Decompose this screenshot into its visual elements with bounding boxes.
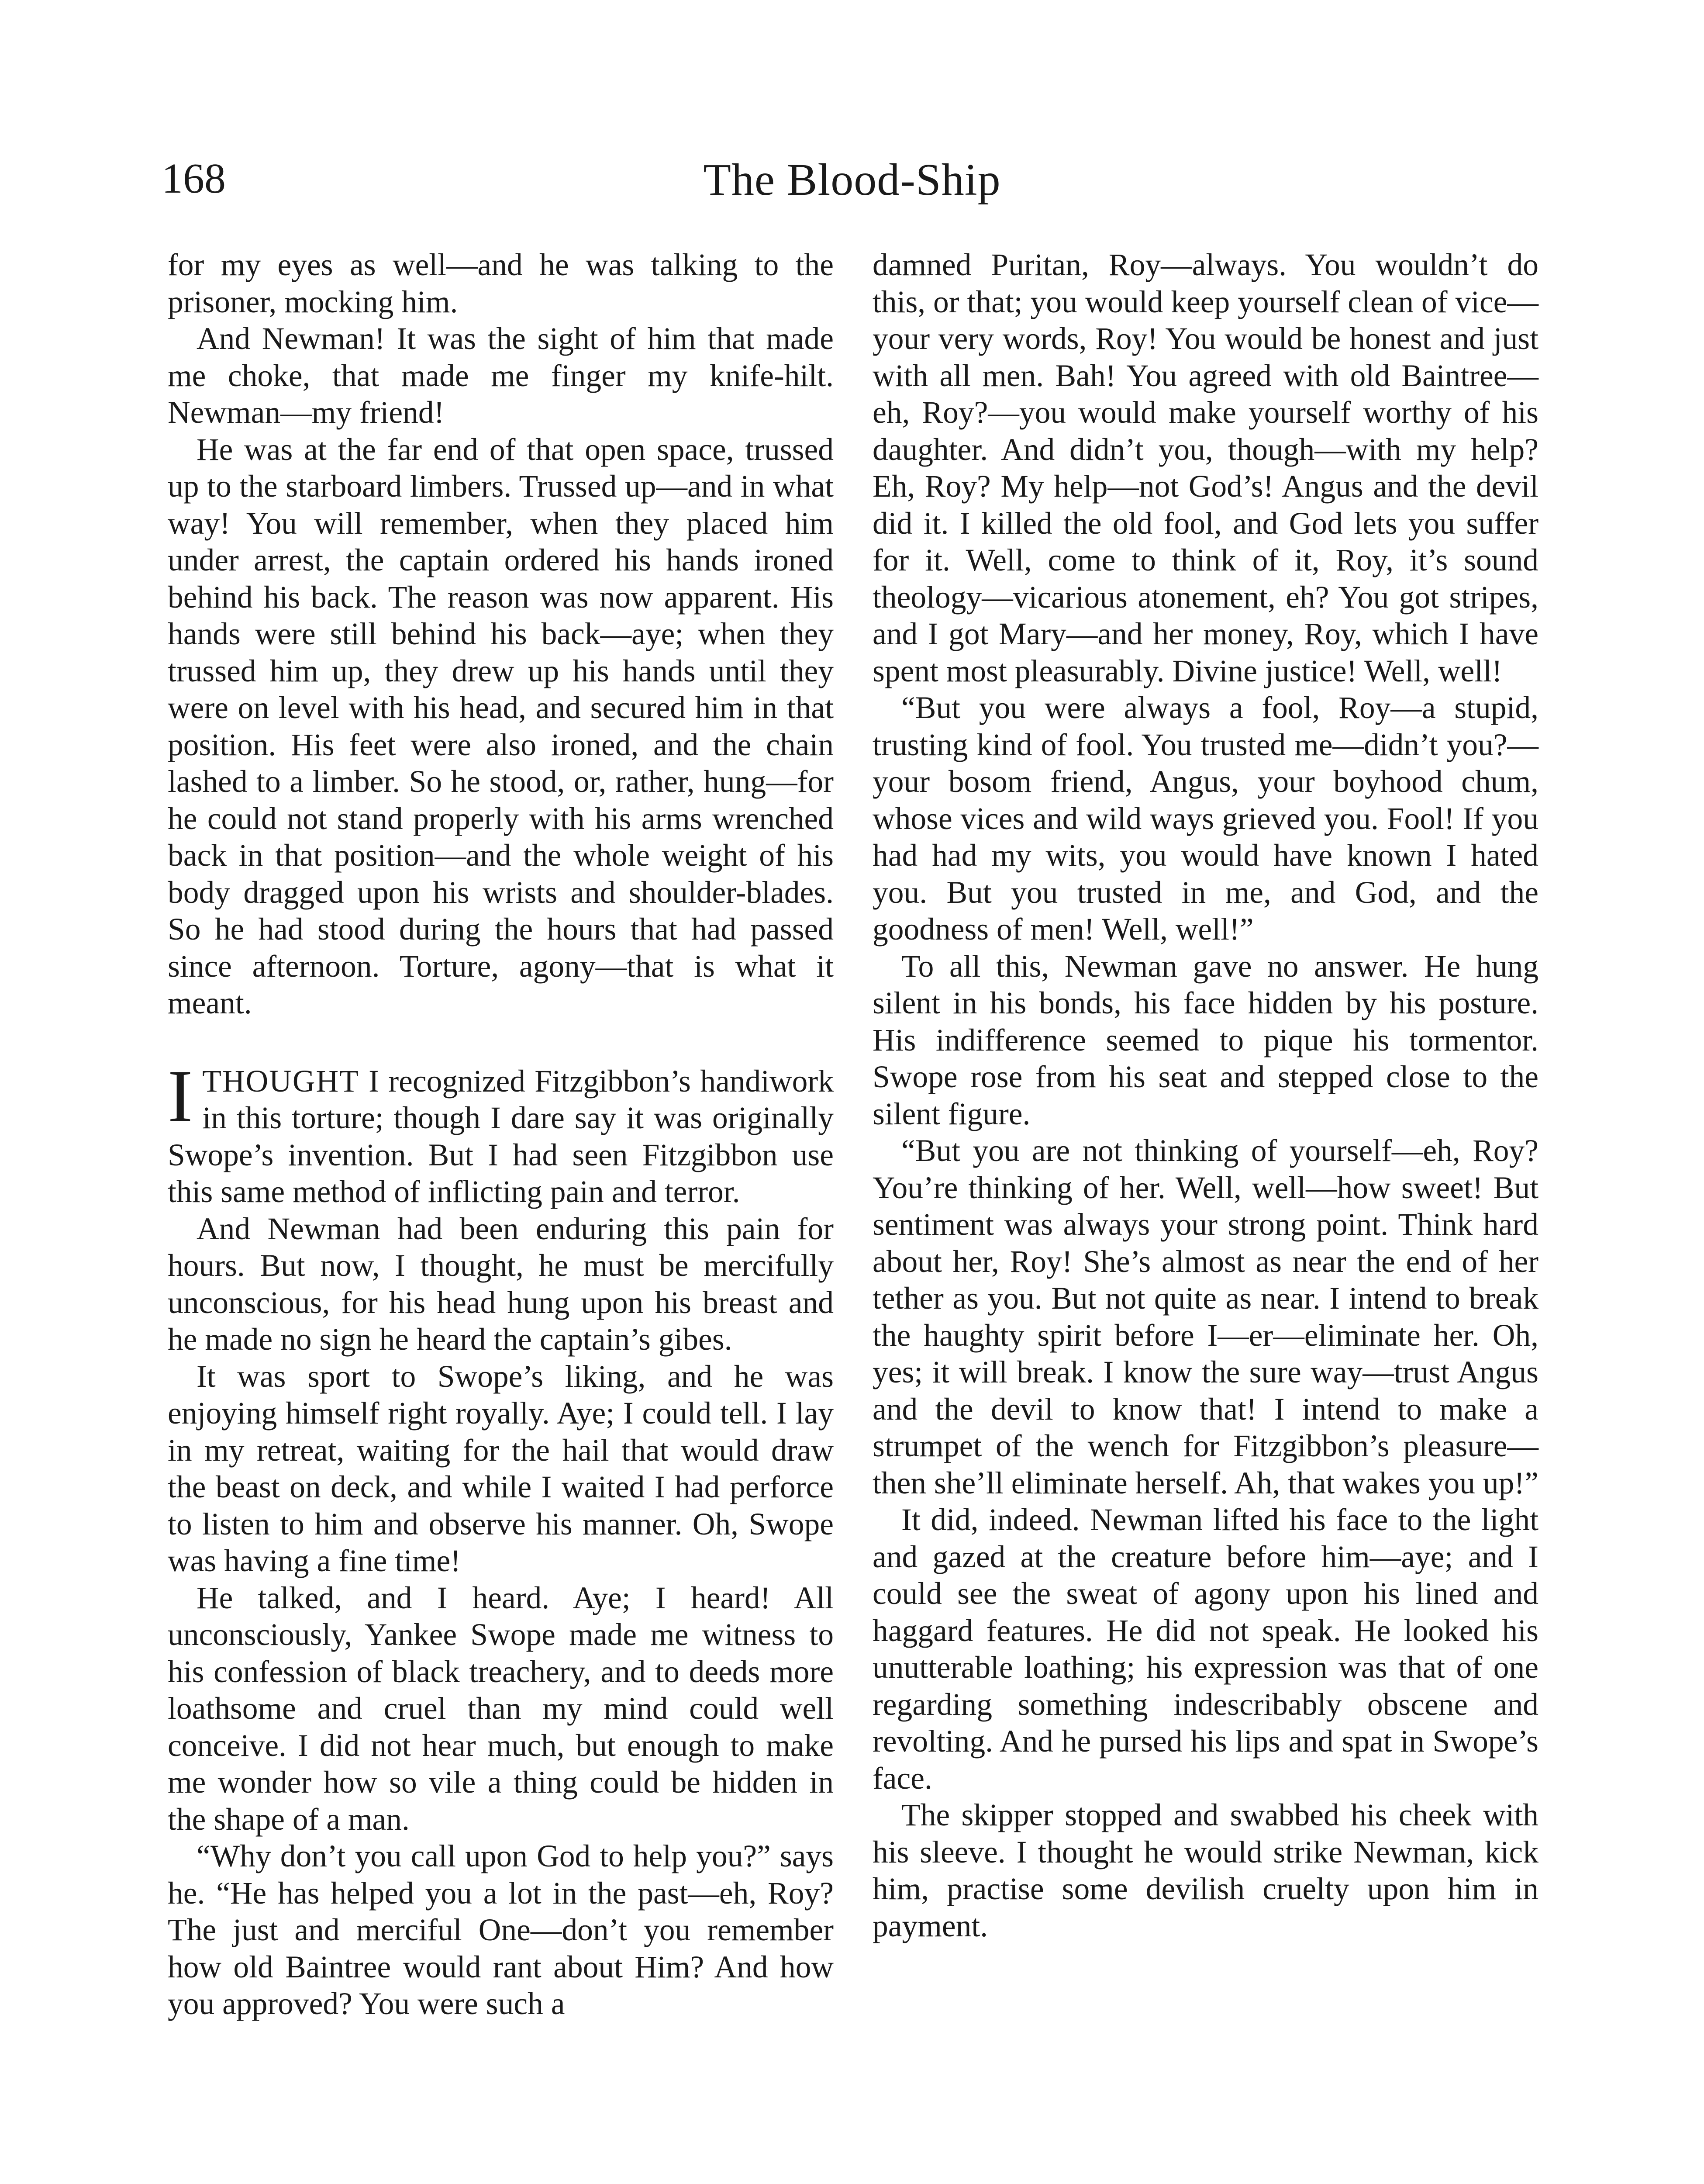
paragraph: It was sport to Swope’s liking, and he was enjoying himself right royally. Aye; I could tell. I lay in my retreat, waiting for the hail that would draw the beast on deck, and while I waited I had perforce to listen to him and observe his manner. Oh, Swope was having a fine time! [168,1359,834,1578]
paragraph: He was at the far end of that open space, trussed up to the starboard limbers. Trussed up—and in what way! You will remember, when they placed him under arrest, the captain ordered his hands ironed behind his back. The reason was now apparent. His hands were still behind his back—aye; when they trussed him up, they drew up his hands until they were on level with his head, and secured him in that position. His feet were also ironed, and the chain lashed to a limber. So he stood, or, rather, hung—for he could not stand properly with his arms wrenched back in that position—and the whole weight of his body dragged upon his wrists and shoulder-blades. So he had stood during the hours that had passed since afternoon. Torture, agony—that is what it meant. [168,432,834,1020]
small-caps-lead: THOUGHT [202,1064,359,1099]
paragraph-text: I recognized Fitzgibbon’s handiwork in this torture; though I dare say it was originally Swope’s invention. But I had seen Fitzgibbon use this same method of inflicting pain and terror. [168,1064,834,1209]
right-text-column [873,247,1538,1945]
paragraph: It did, indeed. Newman lifted his face to the light and gazed at the creature before him—aye; and I could see the sweat of agony upon his lined and haggard features. He did not speak. He looked his unutterable loathing; his expression was that of one regarding something indescribably obscene and revolting. And he pursed his lips and spat in Swope’s face. [873,1503,1538,1796]
page-number: 168 [162,155,226,202]
paragraph: And Newman! It was the sight of him that made me choke, that made me finger my knife-hilt. Newman—my friend! [168,321,834,430]
paragraph: “But you are not thinking of yourself—eh, Roy? You’re thinking of her. Well, well—how sweet! But sentiment was always your strong point. Think hard about her, Roy! She’s almost as near the end of her tether as you. But not quite as near. I intend to break the haughty spirit before I—er—eliminate her. Oh, yes; it will break. I know the sure way—trust Angus and the devil to know that! I intend to make a strumpet of the wench for Fitzgibbon’s pleasure—then she’ll eliminate herself. Ah, that wakes you up!” [873,1133,1538,1500]
paragraph: The skipper stopped and swabbed his cheek with his sleeve. I thought he would strike Newman, kick him, practise some devilish cruelty upon him in payment. [873,1798,1538,1943]
paragraph: He talked, and I heard. Aye; I heard! All unconsciously, Yankee Swope made me witness to his confession of black treachery, and to deeds more loathsome and cruel than my mind could well conceive. I did not hear much, but enough to make me wonder how so vile a thing could be hidden in the shape of a man. [168,1580,834,1837]
paragraph: To all this, Newman gave no answer. He hung silent in his bonds, his face hidden by his posture. His indifference seemed to pique his tormentor. Swope rose from his seat and stepped close to the silent figure. [873,949,1538,1131]
left-text-column [168,247,834,2023]
section-opening-paragraph [168,1054,834,1211]
paragraph: for my eyes as well—and he was talking to the prisoner, mocking him. [168,248,834,319]
paragraph: damned Puritan, Roy—always. You wouldn’t do this, or that; you would keep yourself clean of vice—your very words, Roy! You would be honest and just with all men. Bah! You agreed with old Baintree—eh, Roy?—you would make yourself worthy of his daughter. And didn’t you, though—with my help? Eh, Roy? My help—not God’s! Angus and the devil did it. I killed the old fool, and God lets you suffer for it. Well, come to think of it, Roy, it’s sound theology—vicarious atonement, eh? You got stripes, and I got Mary—and her money, Roy, which I have spent most pleasurably. Divine justice! Well, well! [873,248,1538,688]
paragraph: “But you were always a fool, Roy—a stupid, trusting kind of fool. You trusted me—didn’t you?—your bosom friend, Angus, your boyhood chum, whose vices and wild ways grieved you. Fool! If you had had my wits, you would have known I hated you. But you trusted in me, and God, and the goodness of men! Well, well!” [873,691,1538,947]
paragraph: “Why don’t you call upon God to help you?” says he. “He has helped you a lot in the past—eh, Roy? The just and merciful One—don’t you remember how old Baintree would rant about Him? And how you approved? You were such a [168,1839,834,2021]
paragraph: And Newman had been enduring this pain for hours. But now, I thought, he must be mercifully unconscious, for his head hung upon his breast and he made no sign he heard the captain’s gibes. [168,1211,834,1357]
drop-cap: I [168,1054,193,1138]
running-title: The Blood-Ship [703,155,1001,205]
